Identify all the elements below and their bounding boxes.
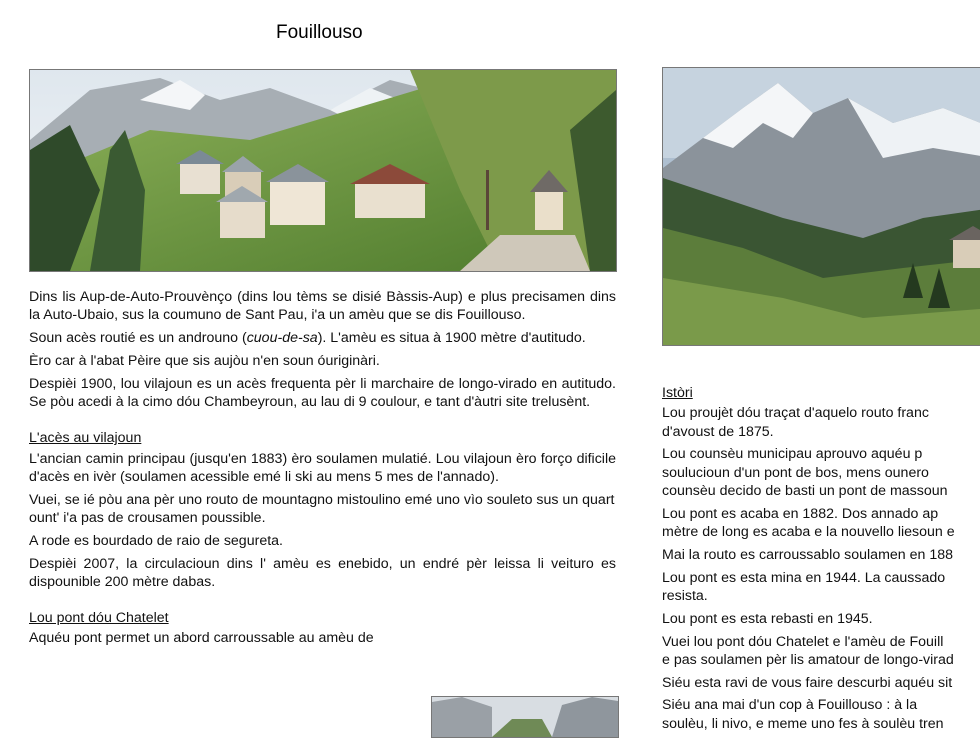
history-paragraph [662, 674, 980, 692]
history-line: Siéu ana mai d'un cop à Fouillouso : à la [662, 697, 918, 714]
mountain-photo [662, 67, 980, 346]
bridge-photo [431, 696, 619, 738]
history-heading: Istòri [662, 385, 693, 401]
history-line: resista. [662, 587, 708, 604]
history-line: d'avoust de 1875. [662, 423, 774, 440]
section-paragraph: A rode es bourdado de raio de segureta. [29, 532, 283, 549]
history-line: mètre de long es acaba e la nouvello liesoun e [662, 524, 955, 541]
history-paragraph [662, 445, 980, 500]
mountain-photo-image [663, 68, 980, 345]
section-paragraph: Vuei, se ié pòu ana pèr uno routo de mountagno mistoulino emé uno vìo souleto sus un quart ount' i'a pas de crousamen poussible. [29, 491, 615, 526]
bridge-photo-image [432, 697, 618, 737]
history-line: counsèu decido de basti un pont de massoun [662, 482, 948, 499]
section-paragraph: L'ancian camin principau (jusqu'en 1883) èro soulamen mulatié. Lou vilajoun èro forço dificile d'acès en ivèr (soulamen acessible emé li ski au mens 5 mes de l'annado). [29, 450, 616, 485]
page-title: Fouillouso [276, 22, 363, 43]
section-paragraph: Aquéu pont permet un abord carroussable au amèu de [29, 630, 374, 647]
history-line: Lou pont es acaba en 1882. Dos annado ap [662, 505, 939, 522]
history-line: Siéu esta ravi de vous faire descurbi aquéu sit [662, 674, 953, 691]
access-text: Soun acès routié es un androuno ( [29, 330, 247, 347]
history-paragraph [662, 610, 980, 628]
history-line: Lou counsèu municipau aprouvo aquéu p [662, 446, 923, 463]
section-paragraph: Despièi 2007, la circulacioun dins l' amèu es enebido, un endré pèr leissa li veituro es dispounible 200 mètre dabas. [29, 555, 616, 590]
history-paragraph [662, 569, 980, 606]
section-heading: Lou pont dóu Chatelet [29, 610, 169, 627]
history-line: Vuei lou pont dóu Chatelet e l'amèu de Fouill [662, 633, 944, 650]
left-text-column [29, 288, 616, 652]
history-paragraph [662, 633, 980, 670]
section-heading: L'acès au vilajoun [29, 430, 142, 447]
history-line: soulèu, li nivo, e meme uno fes à soulèu tren [662, 715, 944, 732]
right-text-column [662, 384, 980, 738]
section-chatelet-bridge [29, 609, 616, 648]
history-line: Mai la routo es carroussablo soulamen en 188 [662, 546, 954, 563]
history-line: Lou pont es esta mina en 1944. La caussado [662, 569, 946, 586]
access-italic-term: cuou-de-sa [246, 330, 318, 347]
section-village-access [29, 429, 616, 591]
origin-paragraph: Èro car à l'abat Pèire que sis aujòu n'en soun óuriginàri. [29, 352, 380, 369]
access-text-end: ). L'amèu es situa à 1900 mètre d'autitudo. [317, 330, 586, 347]
history-paragraph [662, 505, 980, 542]
history-paragraph [662, 546, 980, 564]
history-line: e pas soulamen pèr lis amatour de longo-virad [662, 651, 954, 668]
village-photo-image [30, 70, 616, 271]
village-photo [29, 69, 617, 272]
history-line: Lou proujèt dóu traçat d'aquelo routo franc [662, 405, 929, 422]
history-line: Lou pont es esta rebasti en 1945. [662, 610, 873, 627]
access-paragraph [29, 329, 616, 347]
history-paragraph [662, 404, 980, 441]
history-paragraph [662, 696, 980, 733]
intro-paragraph: Dins lis Aup-de-Auto-Prouvènço (dins lou tèms se disié Bàssis-Aup) e plus precisamen dins la Auto-Ubaio, sus la coumuno de Sant Pau, i'a un amèu que se dis Fouillouso. [29, 289, 616, 324]
history-body [662, 404, 980, 733]
tourism-paragraph: Despièi 1900, lou vilajoun es un acès frequenta pèr li marchaire de longo-virado en autitudo. Se pòu acedi à la cimo dóu Chambeyroun, au lau di 9 coulour, e tant d'àutri site trelusènt. [29, 375, 616, 410]
history-line: soulucioun d'un pont de bos, mens ounero [662, 464, 929, 481]
